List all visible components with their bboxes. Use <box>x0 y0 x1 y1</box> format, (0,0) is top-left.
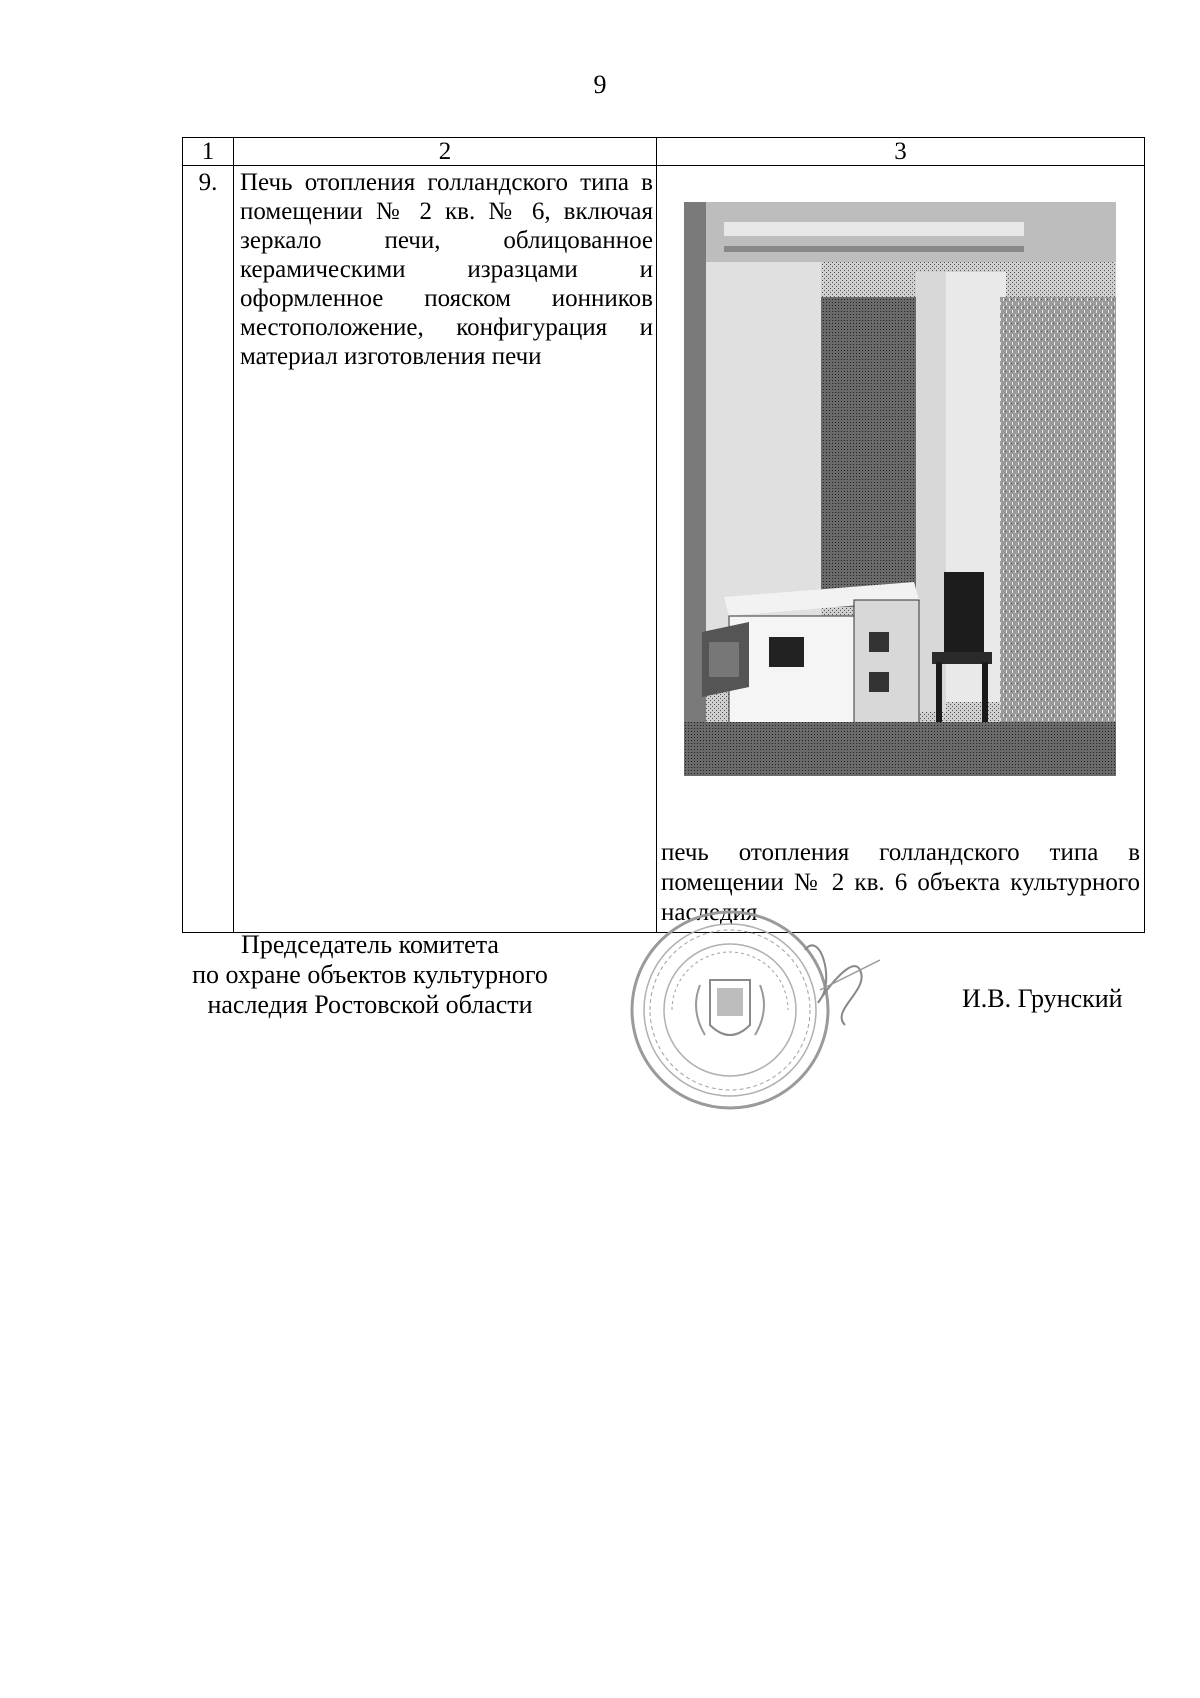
heritage-items-table <box>182 137 1145 933</box>
table-row <box>183 166 1145 933</box>
header-col-3: 3 <box>657 138 1145 166</box>
stove-photo-icon <box>684 202 1116 776</box>
row-number: 9. <box>183 166 234 933</box>
header-col-1: 1 <box>183 138 234 166</box>
signatory-title <box>150 930 590 1020</box>
row-description: Печь отопления голландского типа в помещении № 2 кв. № 6, включая зеркало печи, облицованное керамическими изразцами и оформленное пояском ионников местоположение, конфигурация и материал изготовления печи <box>234 166 657 933</box>
signatory-title-line-3: наследия Ростовской области <box>207 990 533 1019</box>
header-col-2: 2 <box>234 138 657 166</box>
official-stamp-icon <box>620 890 940 1130</box>
photo-caption: печь отопления голландского типа в помещении № 2 кв. 6 объекта культурного наследия <box>661 839 1140 926</box>
signatory-title-line-2: по охране объектов культурного <box>192 960 548 989</box>
signatory-name: И.В. Грунский <box>962 984 1123 1013</box>
page-number: 9 <box>593 70 607 99</box>
table-header-row <box>183 138 1145 166</box>
signatory-title-line-1: Председатель комитета <box>241 930 499 959</box>
photo-cell <box>657 166 1145 933</box>
